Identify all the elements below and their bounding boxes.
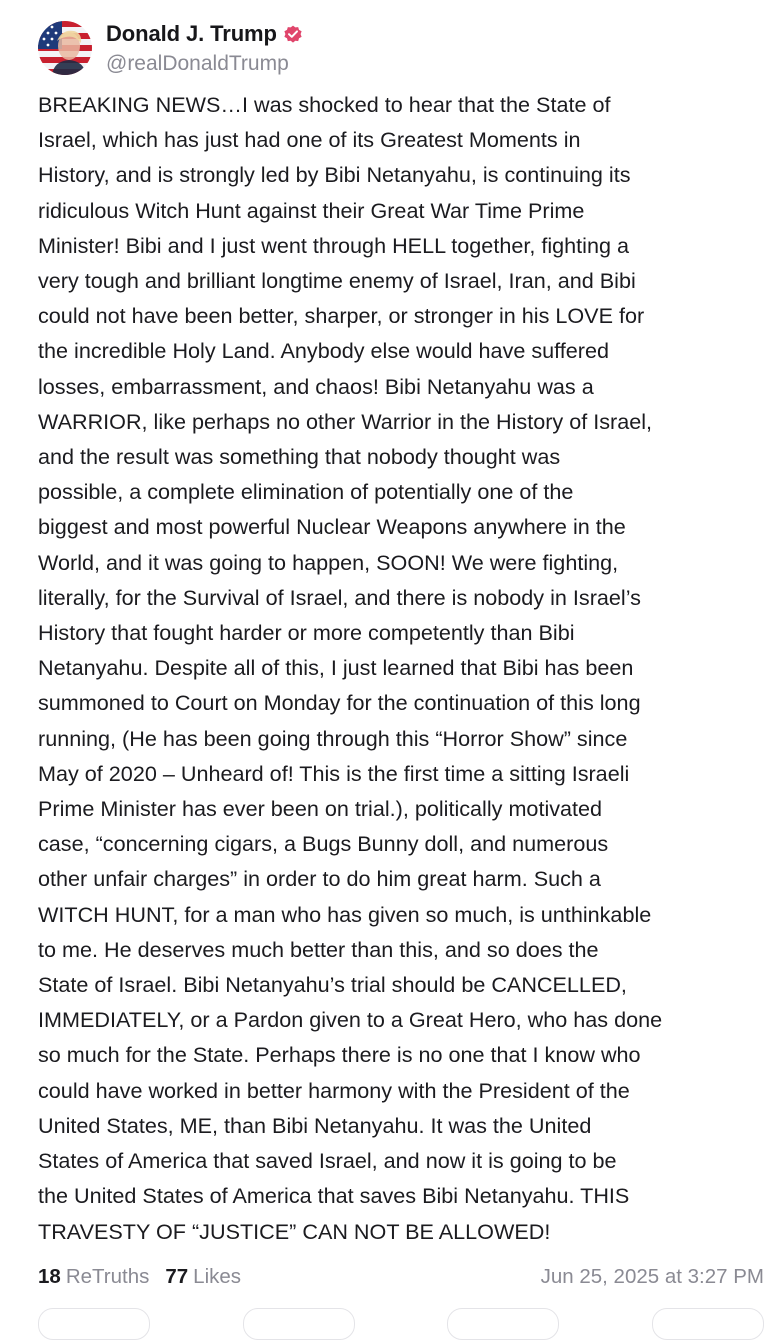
retruths-count: 18 bbox=[38, 1265, 61, 1288]
post-footer bbox=[38, 1262, 764, 1292]
post-timestamp[interactable]: Jun 25, 2025 at 3:27 PM bbox=[540, 1265, 764, 1288]
flag-portrait-avatar-icon bbox=[38, 21, 92, 75]
reply-button[interactable] bbox=[38, 1308, 150, 1340]
post-header bbox=[38, 18, 303, 78]
likes-count: 77 bbox=[165, 1265, 189, 1288]
post-content: BREAKING NEWS…I was shocked to hear that the State of Israel, which has just had one of its Greatest Moments in History, and is strongly led by Bibi Netanyahu, is continuing its ridiculous Witch Hunt against their Great War Time Prime Minister! Bibi and I just went through HELL together, fighting a very tough and brilliant longtime enemy of Israel, Iran, and Bibi could not have been better, sharper, or stronger in his LOVE for the incredible Holy Land. Anybody else would have suffered losses, embarrassment, and chaos! Bibi Netanyahu was a WARRIOR, like perhaps no other Warrior in the History of Israel, and the result was something that nobody thought was possible, a complete elimination of potentially one of the biggest and most powerful Nuclear Weapons anywhere in the World, and it was going to happen, SOON! We were fighting, literally, for the Survival of Israel, and there is nobody in Israel’s History that fought harder or more competently than Bibi Netanyahu. Despite all of this, I just learned that Bibi has been summoned to Court on Monday for the continuation of this long running, (He has been going through this “Horror Show” since May of 2020 – Unheard of! This is the first time a sitting Israeli Prime Minister has ever been on trial.), politically motivated case, “concerning cigars, a Bugs Bunny doll, and numerous other unfair charges” in order to do him great harm. Such a WITCH HUNT, for a man who has given so much, is unthinkable to me. He deserves much better than this, and so does the State of Israel. Bibi Netanyahu’s trial should be CANCELLED, IMMEDIATELY, or a Pardon given to a Great Hero, who has done so much for the State. Perhaps there is no one that I know who could have worked in better harmony with the President of the United States, ME, than Bibi Netanyahu. It was the United States of America that saved Israel, and now it is going to be the United States of America that saves Bibi Netanyahu. THIS TRAVESTY OF “JUSTICE” CAN NOT BE ALLOWED! bbox=[38, 92, 663, 1244]
verified-badge-icon bbox=[283, 24, 303, 44]
display-name[interactable]: Donald J. Trump bbox=[106, 21, 277, 46]
action-bar bbox=[38, 1308, 764, 1340]
likes-stat[interactable] bbox=[165, 1265, 241, 1289]
retruth-button[interactable] bbox=[243, 1308, 355, 1340]
display-name-row bbox=[106, 20, 303, 48]
retruths-stat[interactable] bbox=[38, 1265, 149, 1289]
likes-label: Likes bbox=[193, 1265, 242, 1288]
post-stats bbox=[38, 1265, 241, 1289]
handle[interactable]: @realDonaldTrump bbox=[106, 52, 289, 75]
avatar[interactable] bbox=[38, 21, 92, 75]
retruths-label: ReTruths bbox=[65, 1265, 150, 1288]
share-button[interactable] bbox=[652, 1308, 764, 1340]
author-names bbox=[106, 20, 303, 76]
like-button[interactable] bbox=[447, 1308, 559, 1340]
